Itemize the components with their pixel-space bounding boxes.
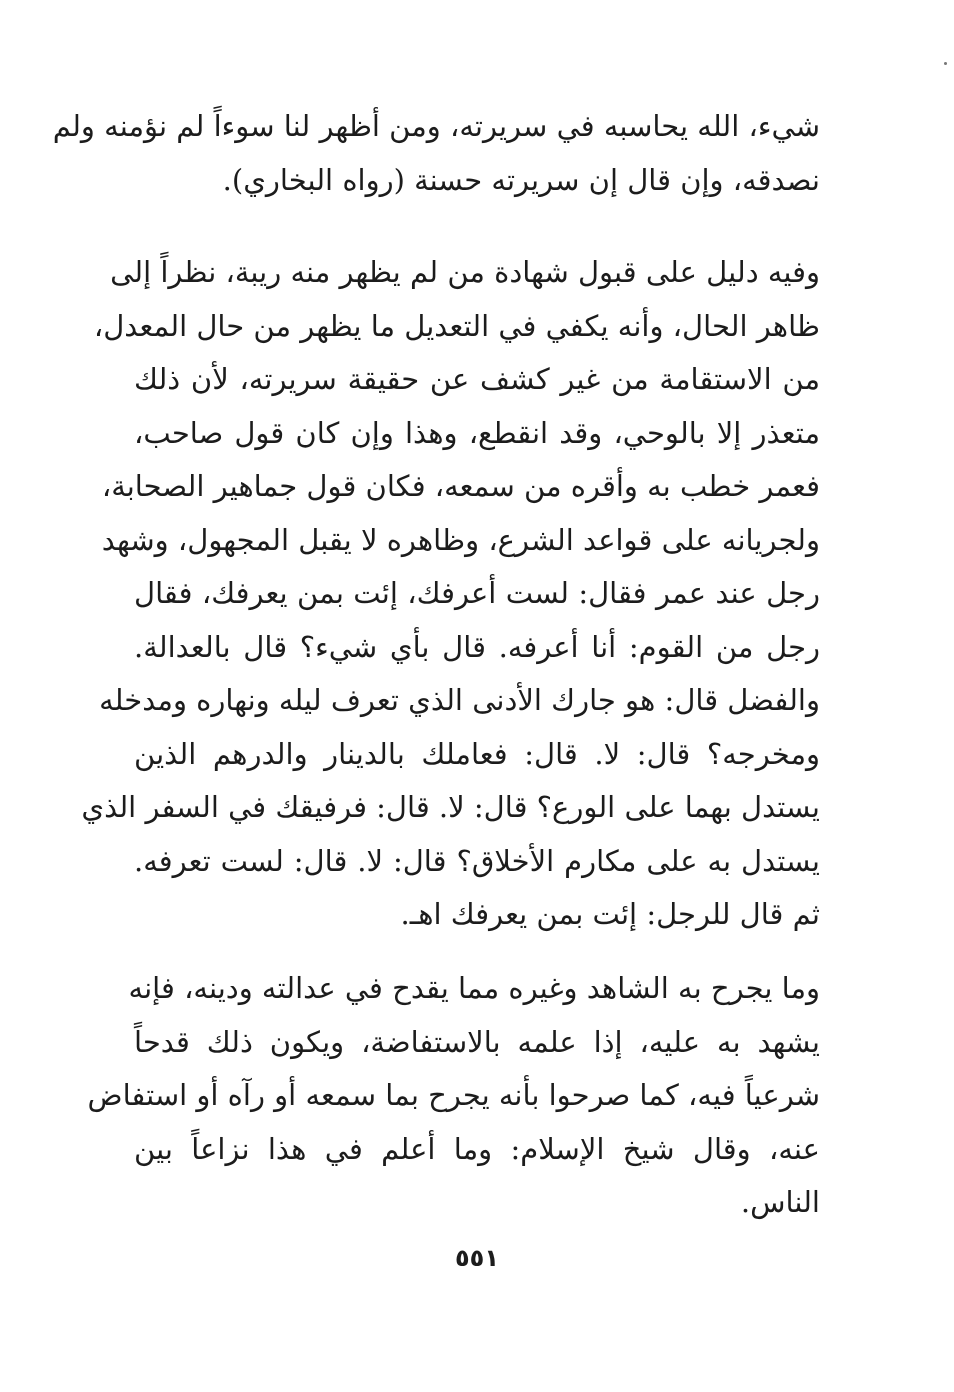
paragraph-line: شرعياً فيه، كما صرحوا بأنه يجرح بما سمعه أو رآه أو استفاض — [87, 1078, 820, 1112]
paragraph-line: متعذر إلا بالوحي، وقد انقطع، وهذا وإن كان قول صاحب، — [134, 415, 820, 450]
paragraph-line: من الاستقامة من غير كشف عن حقيقة سريرته، لأن ذلك — [134, 362, 820, 396]
page-number: ٥٥١ — [455, 1244, 499, 1272]
paragraph-line: فعمر خطب به وأقره من سمعه، فكان قول جماهير الصحابة، — [101, 469, 820, 503]
paragraph-line: الناس. — [740, 1185, 820, 1219]
paragraph-line: يشهد به عليه، إذا علمه بالاستفاضة، ويكون ذلك قدحاً — [134, 1024, 820, 1059]
paragraph-line: ولجريانه على قواعد الشرع، وظاهره لا يقبل المجهول، وشهد — [101, 522, 820, 557]
paragraph-line: وما يجرح به الشاهد وغيره مما يقدح في عدالته ودينه، فإنه — [128, 971, 820, 1005]
paragraph-2 — [81, 246, 820, 942]
paragraph-1 — [52, 100, 820, 207]
scan-speck — [944, 62, 947, 65]
paragraph-line: وفيه دليل على قبول شهادة من لم يظهر منه ريبة، نظراً إلى — [110, 255, 820, 289]
paragraph-line: شيء، الله يحاسبه في سريرته، ومن أظهر لنا سوءاً لم نؤمنه ولم — [52, 109, 820, 143]
paragraph-line: نصدقه، وإن قال إن سريرته حسنة (رواه البخاري). — [222, 162, 820, 197]
paragraph-line: ظاهر الحال، وأنه يكفي في التعديل ما يظهر من حال المعدل، — [93, 308, 820, 343]
paragraph-line: رجل من القوم: أنا أعرفه. قال بأي شيء؟ قال بالعدالة. — [134, 629, 820, 664]
paragraph-line: والفضل قال: هو جارك الأدنى الذي تعرف ليله ونهاره ومدخله — [99, 683, 820, 717]
paragraph-line: رجل عند عمر فقال: لست أعرفك، إئت بمن يعرفك، فقال — [134, 576, 820, 610]
paragraph-line: ثم قال للرجل: إئت بمن يعرفك اهـ. — [400, 897, 820, 931]
paragraph-line: يستدل به على مكارم الأخلاق؟ قال: لا. قال: لست تعرفه. — [134, 843, 820, 878]
paragraph-3 — [87, 962, 820, 1230]
paragraph-line: يستدل بهما على الورع؟ قال: لا. قال: فرفيقك في السفر الذي — [81, 790, 820, 824]
paragraph-line: ومخرجه؟ قال: لا. قال: فعاملك بالدينار والدرهم الذين — [134, 736, 820, 771]
paragraph-line: عنه، وقال شيخ الإسلام: وما أعلم في هذا نزاعاً بين — [134, 1131, 820, 1166]
